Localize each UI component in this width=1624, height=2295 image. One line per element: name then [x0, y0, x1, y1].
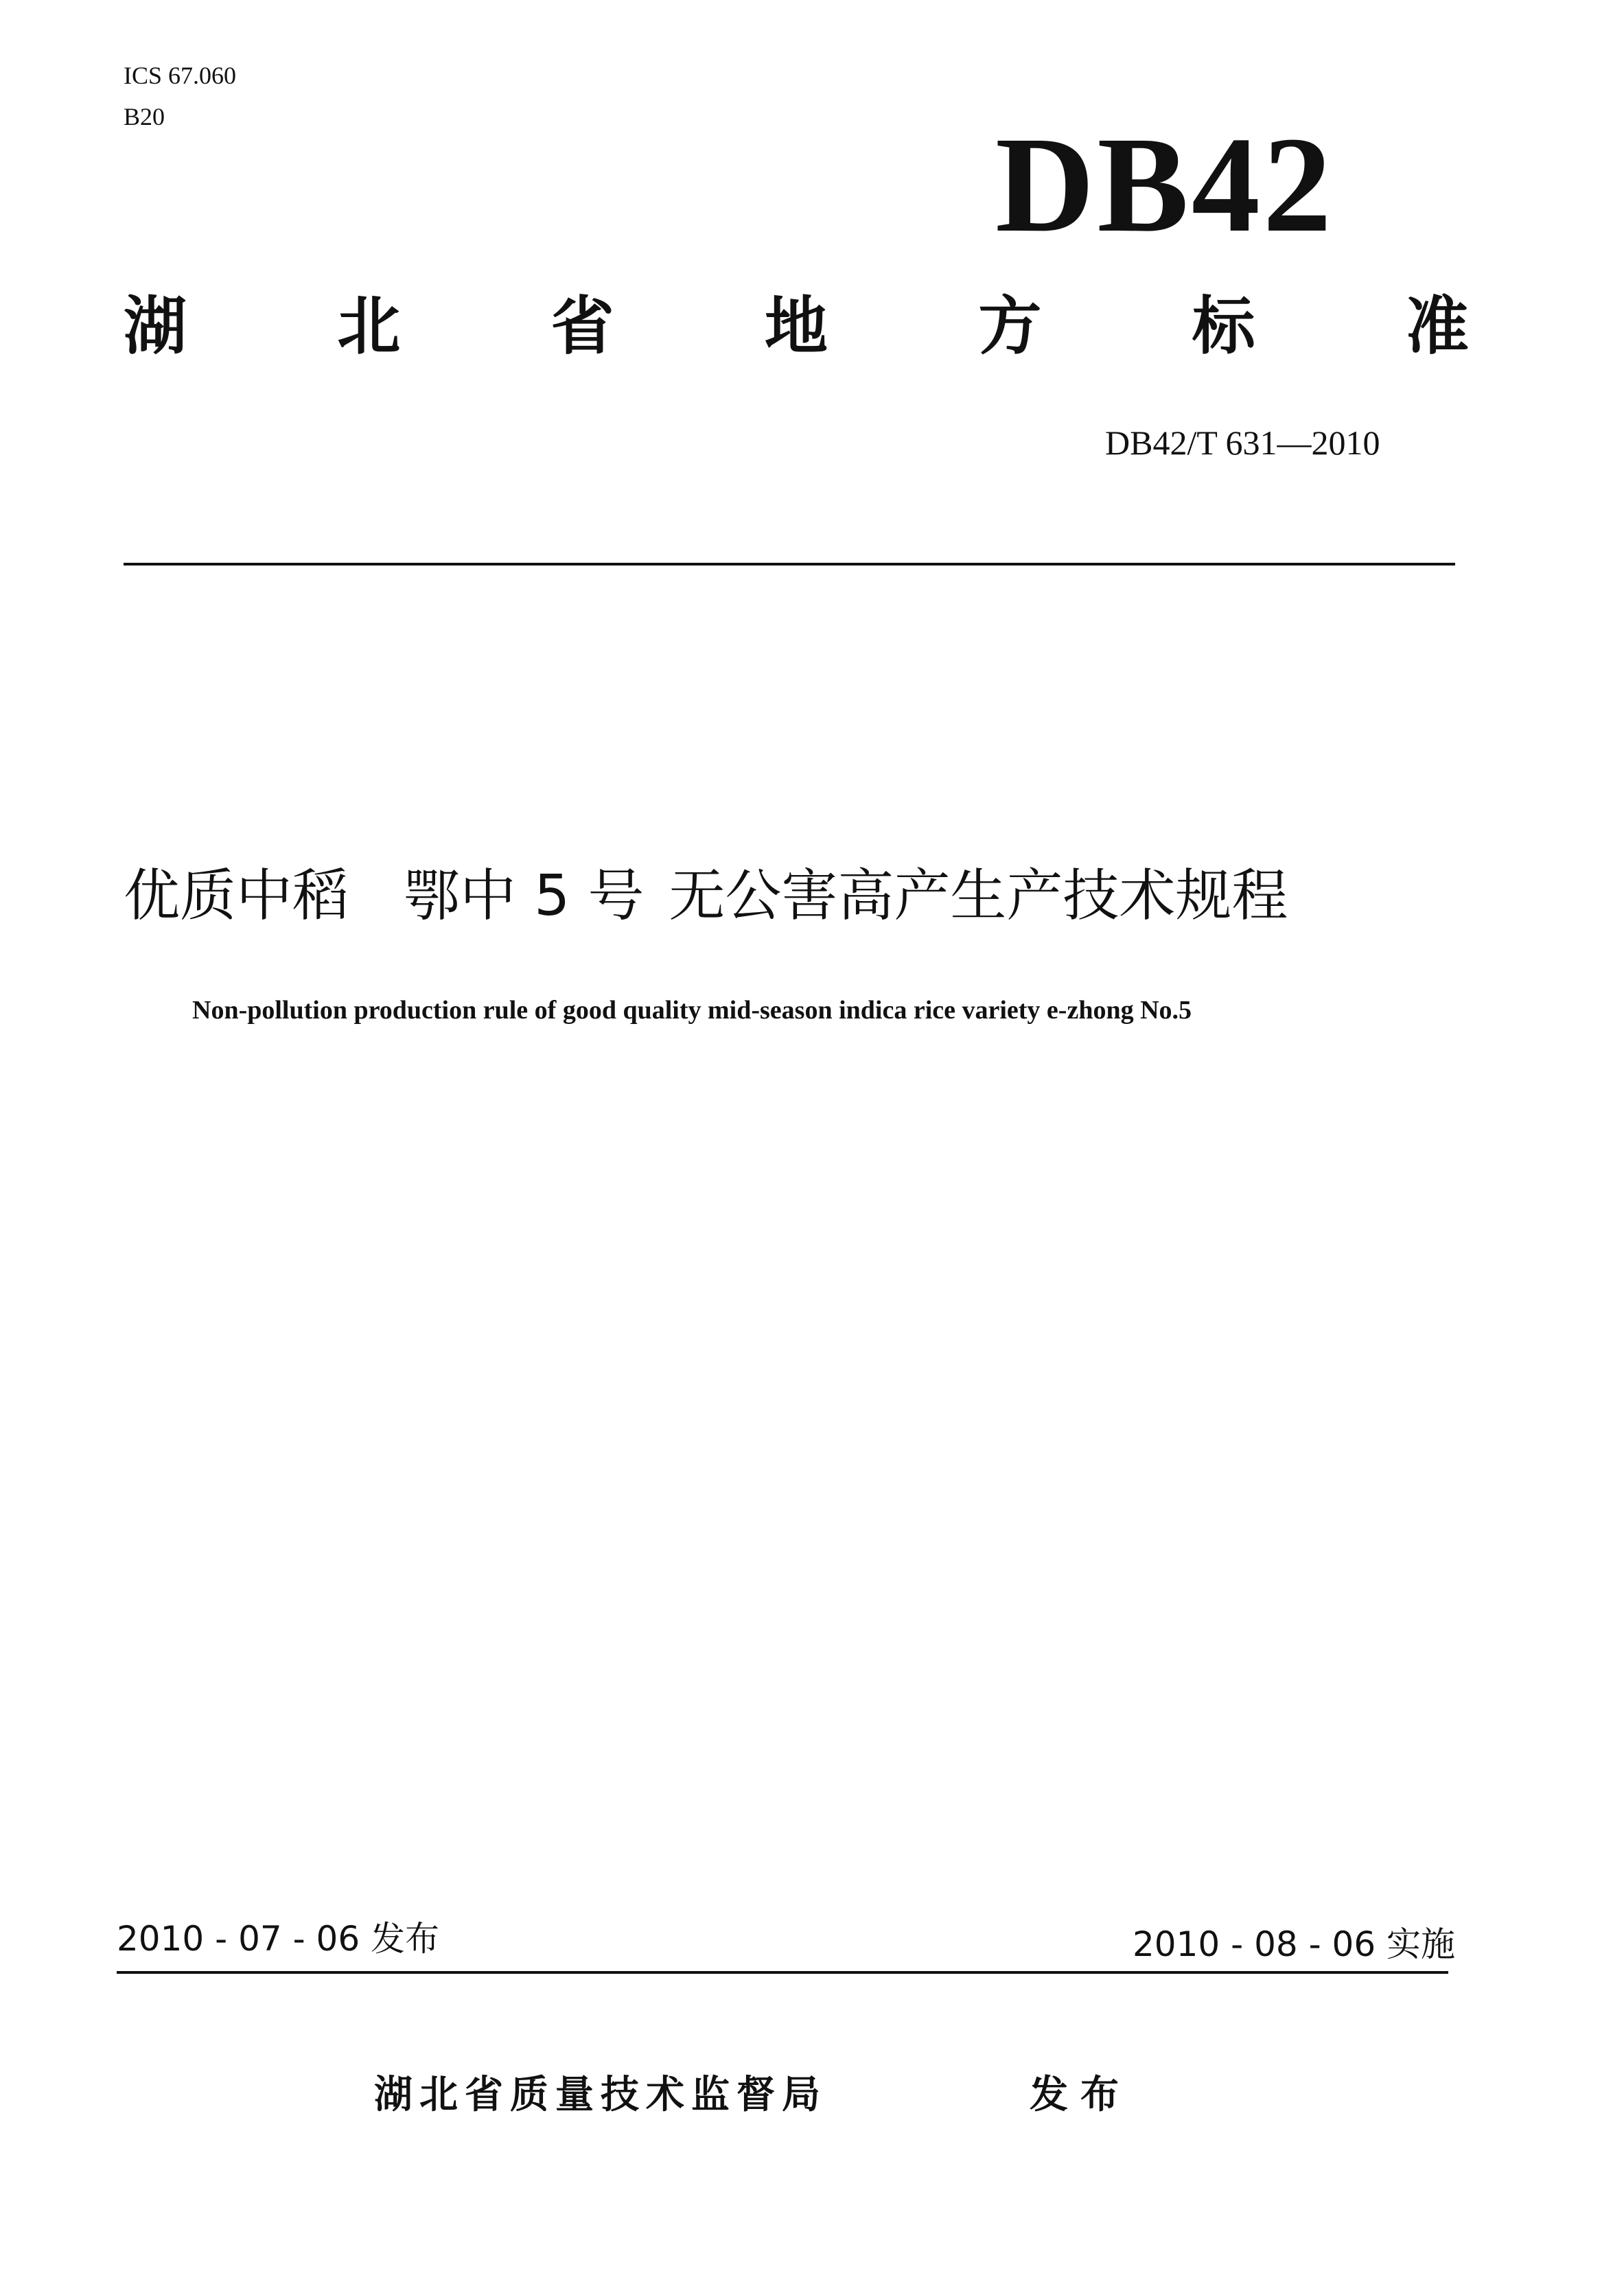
publish-label: 发布 — [1030, 2073, 1131, 2117]
publisher-name: 湖北省质量技术监督局 — [374, 2073, 827, 2117]
issue-date: 2010 - 07 - 06 发布 — [117, 1919, 440, 1959]
document-title-en: Non-pollution production rule of good quality mid-season indica rice variety e-zhong No.5 — [192, 996, 1192, 1025]
standard-type-char: 省 — [550, 290, 614, 363]
standard-type-char: 湖 — [124, 290, 187, 363]
standard-type-char: 方 — [978, 290, 1042, 363]
title-part-1: 优质中稻 — [124, 863, 349, 929]
implementation-date: 2010 - 08 - 06 实施 — [1133, 1924, 1456, 1964]
title-part-3: 无公害高产生产技术规程 — [669, 863, 1288, 929]
bottom-divider — [117, 1971, 1448, 1974]
standard-type-char: 准 — [1405, 290, 1469, 363]
top-divider — [124, 563, 1455, 566]
ccs-code: B20 — [124, 103, 165, 130]
standard-type-char: 标 — [1192, 290, 1255, 363]
standard-type-char: 北 — [337, 290, 401, 363]
standard-type-char: 地 — [764, 290, 828, 363]
standard-code-logo: DB42 — [995, 109, 1334, 261]
ics-code: ICS 67.060 — [124, 62, 237, 89]
standard-number: DB42/T 631—2010 — [1105, 423, 1380, 462]
title-part-2: 鄂中 5 号 — [404, 863, 645, 929]
document-title-cn — [124, 863, 1288, 929]
standard-type-heading — [124, 290, 1469, 363]
